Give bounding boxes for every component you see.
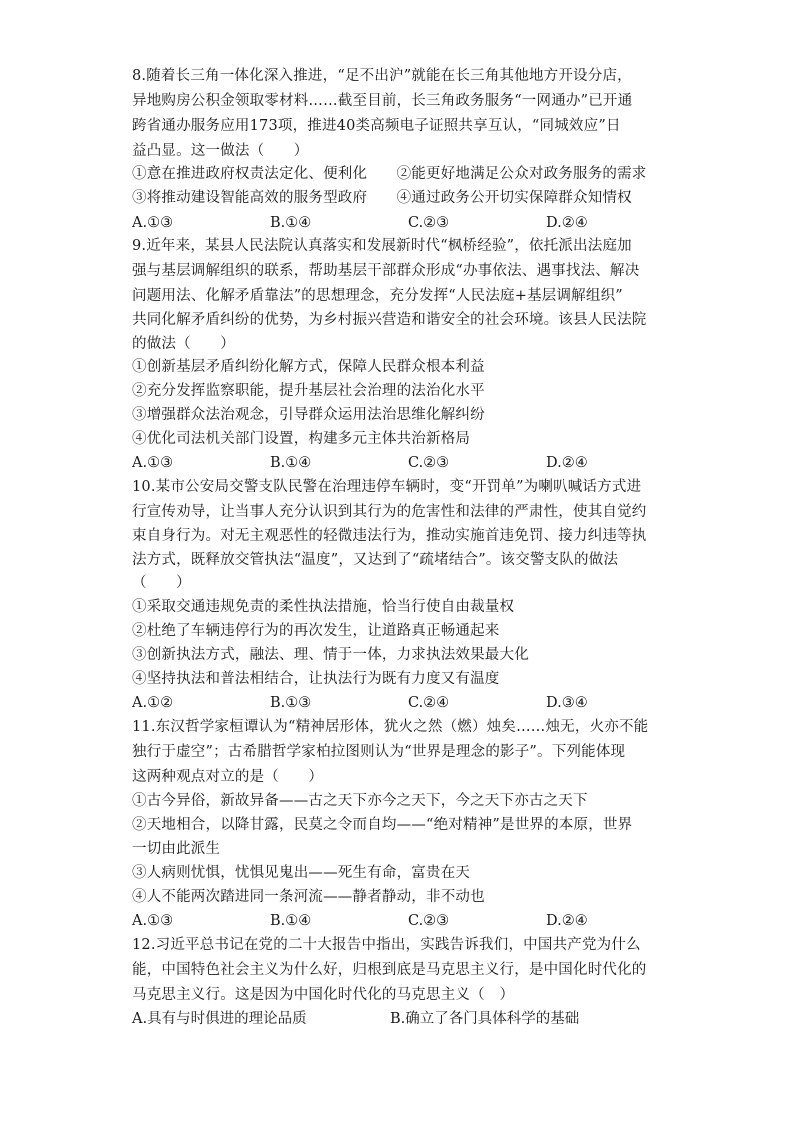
q9-statement-3: ③增强群众法治观念，引导群众运用法治思维化解纠纷 [132,407,485,423]
q11-option-c[interactable]: C.②③ [408,913,450,929]
q8-line-4: 益凸显。这一做法（ ） [132,143,309,159]
q10-line-1: 10.某市公安局交警支队民警在治理违停车辆时，变“开罚单”为喇叭喊话方式进 [132,479,642,495]
q12-options [132,1009,672,1029]
q11-statement-3: ③人病则忧惧，忧惧见鬼出——死生有命，富贵在天 [132,865,471,881]
q10-statement-1: ①采取交通违规免责的柔性执法措施，恰当行使自由裁量权 [132,599,515,615]
q8-options [132,213,672,233]
q11-statement-2-cont: 一切由此派生 [132,841,221,857]
q8-statement-34: ③将推动建设智能高效的服务型政府 ④通过政务公开切实保障群众知情权 [132,190,632,206]
q10-option-d[interactable]: D.③④ [546,695,588,711]
q9-options [132,453,672,473]
q11-statement-1: ①古今异俗，新故异备——古之天下亦今之天下，今之天下亦古之天下 [132,793,588,809]
q10-statement-2: ②杜绝了车辆违停行为的再次发生，让道路真正畅通起来 [132,623,500,639]
q10-statement-4: ④坚持执法和普法相结合，让执法行为既有力度又有温度 [132,671,500,687]
q9-line-3: 问题用法、化解矛盾靠法”的思想理念，充分发挥“人民法庭+基层调解组织” [132,288,623,304]
q8-option-a[interactable]: A.①③ [132,215,174,231]
q10-line-2: 行宣传劝导，让当事人充分认识到其行为的危害性和法律的严肃性，使其自觉约 [132,504,647,520]
q9-statement-4: ④优化司法机关部门设置，构建多元主体共治新格局 [132,431,471,447]
q11-line-2: 独行于虚空”；古希腊哲学家柏拉图则认为“世界是理念的影子”。下列能体现 [132,744,626,760]
q8-option-c[interactable]: C.②③ [408,215,450,231]
q12-option-a[interactable]: A.具有与时俱进的理论品质 [132,1011,307,1027]
q10-statement-3: ③创新执法方式，融法、理、情于一体，力求执法效果最大化 [132,647,529,663]
q10-options [132,693,672,713]
q12-line-1: 12.习近平总书记在党的二十大报告中指出，实践告诉我们，中国共产党为什么 [132,937,641,953]
q10-option-a[interactable]: A.①② [132,695,174,711]
q12-line-3: 马克思主义行。这是因为中国化时代化的马克思主义（ ） [132,987,515,1003]
q9-line-4: 共同化解矛盾纠纷的优势，为乡村振兴营造和谐安全的社会环境。该县人民法院 [132,312,647,328]
q8-option-b[interactable]: B.①④ [270,215,312,231]
q8-option-d[interactable]: D.②④ [546,215,588,231]
q9-option-a[interactable]: A.①③ [132,455,174,471]
q9-statement-2: ②充分发挥监察职能，提升基层社会治理的法治化水平 [132,383,485,399]
q9-option-b[interactable]: B.①④ [270,455,312,471]
q8-line-2: 异地购房公积金领取零材料……截至目前，长三角政务服务“一网通办”已开通 [132,93,633,109]
q11-statement-4: ④人不能两次踏进同一条河流——静者静动，非不动也 [132,889,485,905]
q8-line-1: 8.随着长三角一体化深入推进，“足不出沪”就能在长三角其他地方开设分店， [132,68,632,84]
q10-line-3: 束自身行为。对无主观恶性的轻微违法行为，推动实施首违免罚、接力纠违等执 [132,528,647,544]
q8-line-3: 跨省通办服务应用173项，推进40类高频电子证照共享互认，“同城效应”日 [132,118,621,134]
q8-statement-12: ①意在推进政府权责法定化、便利化 ②能更好地满足公众对政务服务的需求 [132,166,647,182]
q11-options [132,911,672,931]
q9-statement-1: ①创新基层矛盾纠纷化解方式，保障人民群众根本利益 [132,359,485,375]
q9-line-1: 9.近年来，某县人民法院认真落实和发展新时代“枫桥经验”，依托派出法庭加 [132,238,632,254]
q10-line-4: 法方式，既释放交管执法“温度”，又达到了“疏堵结合”。该交警支队的做法 [132,552,619,568]
q11-line-1: 11.东汉哲学家桓谭认为“精神居形体，犹火之然（燃）烛矣……烛无，火亦不能 [132,719,649,735]
q11-statement-2: ②天地相合，以降甘露，民莫之令而自均——“绝对精神”是世界的本原，世界 [132,817,633,833]
q9-line-2: 强与基层调解组织的联系，帮助基层干部群众形成“办事依法、遇事找法、解决 [132,263,640,279]
q10-option-c[interactable]: C.②④ [408,695,450,711]
q11-option-a[interactable]: A.①③ [132,913,174,929]
q9-option-d[interactable]: D.②④ [546,455,588,471]
q9-line-5: 的做法（ ） [132,336,235,352]
q10-line-5: （ ） [132,575,191,591]
q11-option-b[interactable]: B.①④ [270,913,312,929]
q9-option-c[interactable]: C.②③ [408,455,450,471]
q12-line-2: 能，中国特色社会主义为什么好，归根到底是马克思主义行，是中国化时代化的 [132,962,647,978]
q11-line-3: 这两种观点对立的是（ ） [132,769,324,785]
q11-option-d[interactable]: D.②④ [546,913,588,929]
q10-option-b[interactable]: B.①③ [270,695,312,711]
q12-option-b[interactable]: B.确立了各门具体科学的基础 [390,1011,580,1027]
